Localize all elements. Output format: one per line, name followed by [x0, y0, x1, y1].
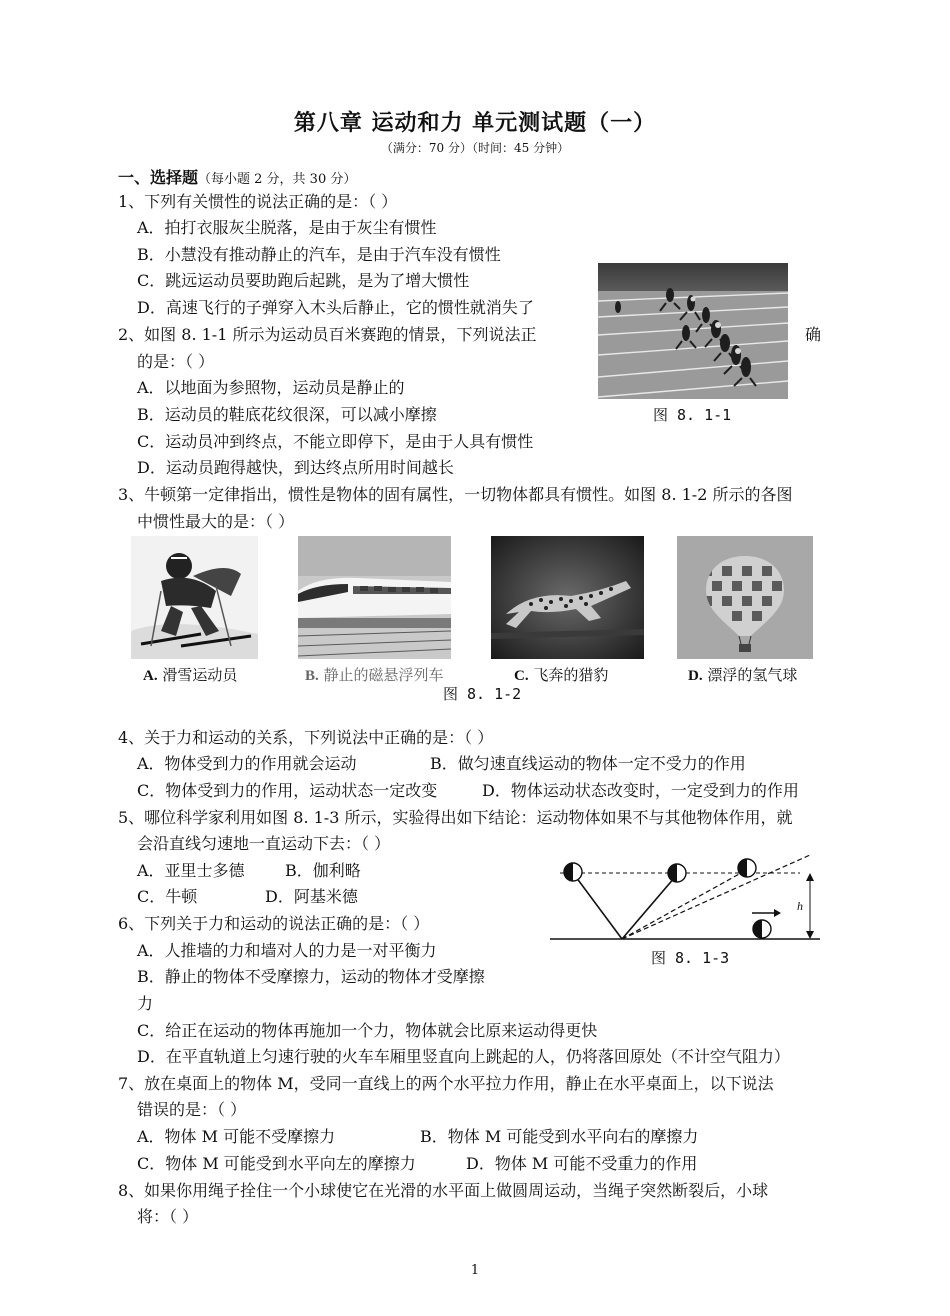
q2-option-b: B．运动员的鞋底花纹很深，可以减小摩擦	[137, 405, 437, 424]
q1-option-c: C．跳远运动员要助跑后起跳，是为了增大惯性	[137, 271, 470, 290]
ball-icon	[738, 859, 756, 877]
q6-option-b: B．静止的物体不受摩擦力，运动的物体才受摩擦	[137, 967, 485, 986]
q7-stem-cont: 错误的是：（ ）	[137, 1100, 247, 1119]
q2-stem: 2、如图 8. 1-1 所示为运动员百米赛跑的情景，下列说法正	[118, 325, 537, 344]
label-d-letter: D.	[688, 668, 703, 684]
height-label: h	[797, 899, 803, 913]
q1-option-a: A．拍打衣服灰尘脱落，是由于灰尘有惯性	[137, 218, 437, 237]
label-b-letter: B.	[305, 668, 319, 684]
q2-stem-cont: 的是：（ ）	[137, 352, 215, 371]
figure-skier-image	[131, 536, 258, 659]
q7-option-b: B．物体 M 可能受到水平向右的摩擦力	[420, 1127, 699, 1146]
q6-option-d: D．在平直轨道上匀速行驶的火车车厢里竖直向上跳起的人，仍将落回原处（不计空气阻力）	[137, 1047, 790, 1066]
q4-stem: 4、关于力和运动的关系，下列说法中正确的是：（ ）	[118, 728, 494, 747]
steep-ramp	[622, 877, 675, 939]
fig-8-1-2-label-c	[514, 664, 608, 685]
q1-option-d: D．高速飞行的子弹穿入木头后静止，它的惯性就消失了	[137, 298, 534, 317]
q8-stem: 8、如果你用绳子拴住一个小球使它在光滑的水平面上做圆周运动，当绳子突然断裂后，小球	[118, 1181, 769, 1200]
q6-stem: 6、下列关于力和运动的说法正确的是：（ ）	[118, 914, 430, 933]
figure-cheetah-image	[491, 536, 644, 659]
q6-option-b-cont: 力	[137, 994, 154, 1013]
page-number: 1	[470, 1263, 480, 1278]
q5-option-c: C．牛顿	[137, 887, 198, 906]
label-c-text: 飞奔的猎豹	[533, 666, 609, 684]
label-d-text: 漂浮的氢气球	[707, 666, 798, 684]
figure-hot-air-balloon-image	[677, 536, 813, 659]
fig-8-1-2-label-b	[305, 664, 444, 685]
label-c-letter: C.	[514, 668, 529, 684]
q4-option-c: C．物体受到力的作用，运动状态一定改变	[137, 781, 438, 800]
q3-stem: 3、牛顿第一定律指出，惯性是物体的固有属性，一切物体都具有惯性。如图 8. 1-2 所示的各图	[118, 485, 793, 504]
shallow-ramp	[622, 855, 810, 939]
q5-option-b: B．伽利略	[285, 861, 361, 880]
fig-8-1-2-label-d	[688, 664, 797, 685]
page-title: 第八章 运动和力 单元测试题（一）	[293, 110, 657, 136]
q5-stem: 5、哪位科学家利用如图 8. 1-3 所示，实验得出如下结论：运动物体如果不与其他物体作用，就	[118, 808, 793, 827]
sprint-race-image	[598, 263, 788, 399]
label-b-text: 静止的磁悬浮列车	[323, 666, 444, 684]
q1-option-b: B．小慧没有推动静止的汽车，是由于汽车没有惯性	[137, 245, 501, 264]
medium-ramp	[622, 868, 750, 939]
fig-8-1-2-label-a	[143, 664, 237, 685]
ball-icon	[753, 920, 771, 938]
height-arrow-icon	[806, 873, 814, 939]
section-note: （每小题 2 分，共 30 分）	[198, 172, 357, 187]
q2-option-c: C．运动员冲到终点，不能立即停下，是由于人具有惯性	[137, 432, 534, 451]
velocity-arrow-icon	[752, 909, 781, 917]
figure-8-1-2-caption: 图 8. 1-2	[443, 685, 522, 703]
figure-maglev-train-image	[298, 536, 451, 659]
page-subtitle: （满分：70 分）（时间：45 分钟）	[380, 141, 570, 155]
q1-stem: 1、下列有关惯性的说法正确的是：（ ）	[118, 192, 398, 211]
q4-option-b: B．做匀速直线运动的物体一定不受力的作用	[430, 754, 746, 773]
section-heading	[118, 165, 356, 188]
figure-8-1-3-caption: 图 8. 1-3	[651, 949, 730, 967]
ball-icon	[668, 864, 686, 882]
q5-stem-cont: 会沿直线匀速地一直运动下去：（ ）	[137, 834, 391, 853]
section-label: 一、选择题	[118, 168, 199, 187]
left-ramp	[573, 873, 622, 939]
q6-option-c: C．给正在运动的物体再施加一个力，物体就会比原来运动得更快	[137, 1021, 598, 1040]
figure-8-1-3-ramp-diagram	[540, 853, 830, 945]
q4-option-d: D．物体运动状态改变时，一定受到力的作用	[482, 781, 799, 800]
q6-option-a: A．人推墙的力和墙对人的力是一对平衡力	[137, 941, 437, 960]
q2-stem-tail: 确	[805, 325, 822, 344]
q5-option-a: A．亚里士多德	[137, 861, 245, 880]
figure-8-1-1-sprint-photo	[598, 263, 788, 399]
q2-option-d: D．运动员跑得越快，到达终点所用时间越长	[137, 458, 454, 477]
figure-8-1-1-caption: 图 8. 1-1	[653, 406, 732, 424]
q2-option-a: A．以地面为参照物，运动员是静止的	[137, 378, 405, 397]
q4-option-a: A．物体受到力的作用就会运动	[137, 754, 357, 773]
q7-option-d: D．物体 M 可能不受重力的作用	[466, 1154, 698, 1173]
label-a-text: 滑雪运动员	[162, 666, 238, 684]
q7-stem: 7、放在桌面上的物体 M，受同一直线上的两个水平拉力作用，静止在水平桌面上，以下说法	[118, 1074, 774, 1093]
q7-option-c: C．物体 M 可能受到水平向左的摩擦力	[137, 1154, 416, 1173]
q8-stem-cont: 将：（ ）	[137, 1207, 199, 1226]
q5-option-d: D．阿基米德	[265, 887, 358, 906]
label-a-letter: A.	[143, 668, 158, 684]
ball-icon	[564, 863, 582, 881]
q7-option-a: A．物体 M 可能不受摩擦力	[137, 1127, 336, 1146]
q3-stem-cont: 中惯性最大的是：（ ）	[137, 512, 295, 531]
